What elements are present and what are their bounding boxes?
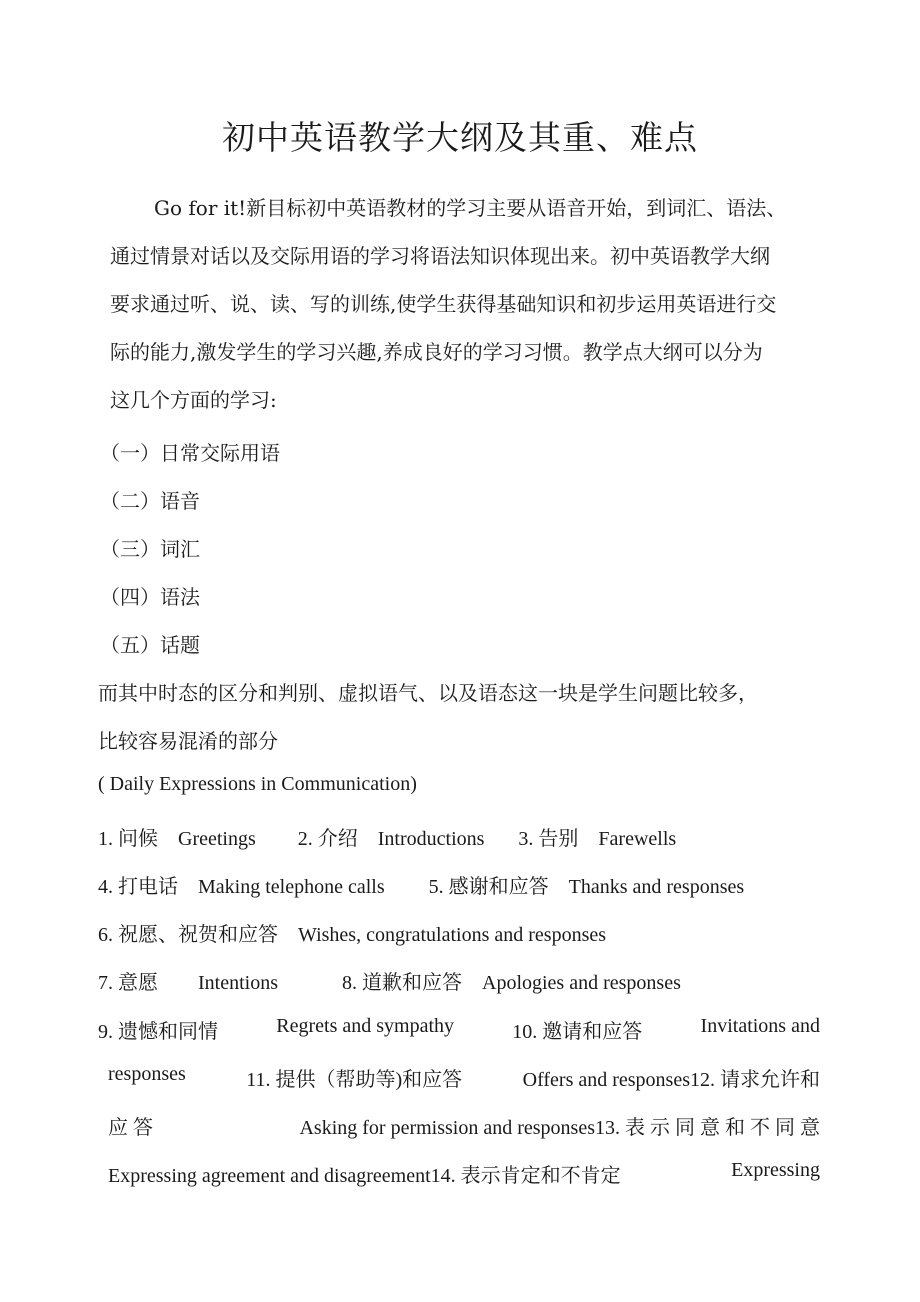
list-item: Expressing [731, 1159, 820, 1181]
list-item: 5. 感谢和应答 Thanks and responses [428, 876, 745, 898]
list-item: 2. 介绍 Introductions [297, 828, 485, 850]
list-item-row [108, 1111, 820, 1140]
list-item-row [98, 822, 822, 851]
list-item-row [98, 966, 822, 995]
intro-line: 这几个方面的学习: [110, 388, 277, 412]
intro-line: Go for it!新目标初中英语教材的学习主要从语音开始，到词汇、语法、 [154, 196, 787, 220]
intro-line: 际的能力,激发学生的学习兴趣,养成良好的学习习惯。教学点大纲可以分为 [110, 340, 763, 364]
list-item: 4. 打电话 Making telephone calls [98, 876, 385, 898]
section-item: （五）话题 [100, 633, 200, 657]
list-item: Regrets and sympathy [276, 1015, 455, 1037]
list-item: 3. 告别 Farewells [518, 828, 677, 850]
list-item: 7. 意愿 Intentions [98, 972, 278, 994]
section-item: （二）语音 [100, 489, 200, 513]
section-item: （四）语法 [100, 585, 200, 609]
note-line: 而其中时态的区分和判别、虚拟语气、以及语态这一块是学生问题比较多， [98, 681, 758, 705]
list-item: 6. 祝愿、祝贺和应答 Wishes, congratulations and responses [98, 924, 607, 946]
list-item: responses [108, 1063, 186, 1085]
intro-line: 通过情景对话以及交际用语的学习将语法知识体现出来。初中英语教学大纲 [110, 244, 770, 268]
list-item-row [98, 1015, 820, 1044]
list-item: Asking for permission and responses13. 表 示 同 意 和 不 同 意 [299, 1117, 820, 1139]
list-item-row [108, 1063, 820, 1092]
intro-paragraph [110, 184, 822, 424]
section-heading: ( Daily Expressions in Communication) [98, 773, 417, 795]
section-item: （三）词汇 [100, 537, 200, 561]
list-item: Offers and responses12. 请求允许和 [522, 1069, 820, 1091]
section-item: （一）日常交际用语 [100, 441, 280, 465]
list-item: 10. 邀请和应答 [512, 1021, 643, 1043]
list-item-row [108, 1159, 820, 1188]
page-title: 初中英语教学大纲及其重、难点 [222, 118, 698, 157]
list-item: 8. 道歉和应答 Apologies and responses [342, 972, 681, 994]
intro-line: 要求通过听、说、读、写的训练,使学生获得基础知识和初步运用英语进行交 [110, 292, 777, 316]
list-item: 9. 遗憾和同情 [98, 1021, 218, 1043]
list-item: 11. 提供（帮助等)和应答 [246, 1069, 463, 1091]
note-line: 比较容易混淆的部分 [98, 729, 278, 753]
list-item: 1. 问候 Greetings [98, 828, 256, 850]
list-item-row [98, 870, 822, 899]
list-item-row [98, 918, 822, 947]
list-item: Invitations and [700, 1015, 820, 1037]
list-item: 应 答 [108, 1117, 153, 1139]
list-item: Expressing agreement and disagreement14. 表示肯定和不肯定 [108, 1165, 621, 1187]
